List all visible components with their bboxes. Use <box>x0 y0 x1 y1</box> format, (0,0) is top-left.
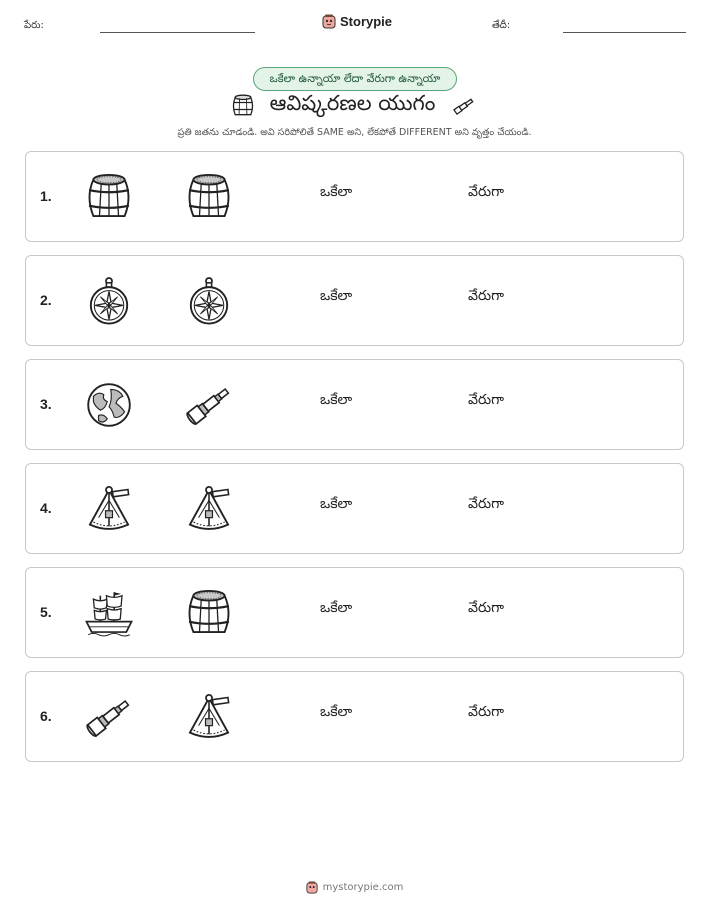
title-telescope-icon <box>449 93 479 119</box>
option-different[interactable]: వేరుగా <box>468 288 504 304</box>
question-number: 6. <box>40 708 52 724</box>
compass-icon <box>183 275 235 327</box>
mascot-icon <box>322 14 336 29</box>
option-same[interactable]: ఒకేలా <box>320 704 353 720</box>
sextant-icon <box>83 483 135 535</box>
option-different[interactable]: వేరుగా <box>468 184 504 200</box>
title-barrel-icon <box>230 93 256 119</box>
name-line[interactable] <box>100 32 255 33</box>
question-row <box>25 567 684 658</box>
option-same[interactable]: ఒకేలా <box>320 392 353 408</box>
option-same[interactable]: ఒకేలా <box>320 496 353 512</box>
barrel-icon <box>83 171 135 223</box>
ship-icon <box>83 587 135 639</box>
option-different[interactable]: వేరుగా <box>468 600 504 616</box>
subtitle-pill: ఒకేలా ఉన్నాయా లేదా వేరుగా ఉన్నాయా <box>253 67 457 91</box>
footer-url[interactable]: mystorypie.com <box>322 882 404 893</box>
name-label: పేరు: <box>24 20 44 31</box>
question-number: 1. <box>40 188 52 204</box>
question-number: 3. <box>40 396 52 412</box>
footer-mascot-icon <box>306 881 318 894</box>
globe-icon <box>83 379 135 431</box>
sextant-icon <box>183 483 235 535</box>
question-number: 4. <box>40 500 52 516</box>
date-line[interactable] <box>563 32 686 33</box>
brand-name: Storypie <box>340 14 393 29</box>
question-row <box>25 463 684 554</box>
compass-icon <box>83 275 135 327</box>
barrel-icon <box>183 171 235 223</box>
telescope-icon <box>183 379 235 431</box>
date-label: తేదీ: <box>492 20 511 31</box>
question-row <box>25 359 684 450</box>
option-different[interactable]: వేరుగా <box>468 704 504 720</box>
telescope-icon <box>83 691 135 743</box>
barrel-icon <box>183 587 235 639</box>
question-number: 2. <box>40 292 52 308</box>
question-row <box>25 671 684 762</box>
sextant-icon <box>183 691 235 743</box>
page-title: ఆవిష్కరణల యుగం <box>269 91 436 115</box>
option-different[interactable]: వేరుగా <box>468 496 504 512</box>
option-different[interactable]: వేరుగా <box>468 392 504 408</box>
option-same[interactable]: ఒకేలా <box>320 600 353 616</box>
option-same[interactable]: ఒకేలా <box>320 288 353 304</box>
brand-logo <box>322 14 392 29</box>
option-same[interactable]: ఒకేలా <box>320 184 353 200</box>
footer <box>0 881 709 894</box>
question-number: 5. <box>40 604 52 620</box>
instructions: ప్రతి జతను చూడండి. అవి సరిపోలితే SAME అని, లేకపోతే DIFFERENT అని వృత్తం చేయండి. <box>177 127 532 138</box>
question-row <box>25 151 684 242</box>
question-row <box>25 255 684 346</box>
